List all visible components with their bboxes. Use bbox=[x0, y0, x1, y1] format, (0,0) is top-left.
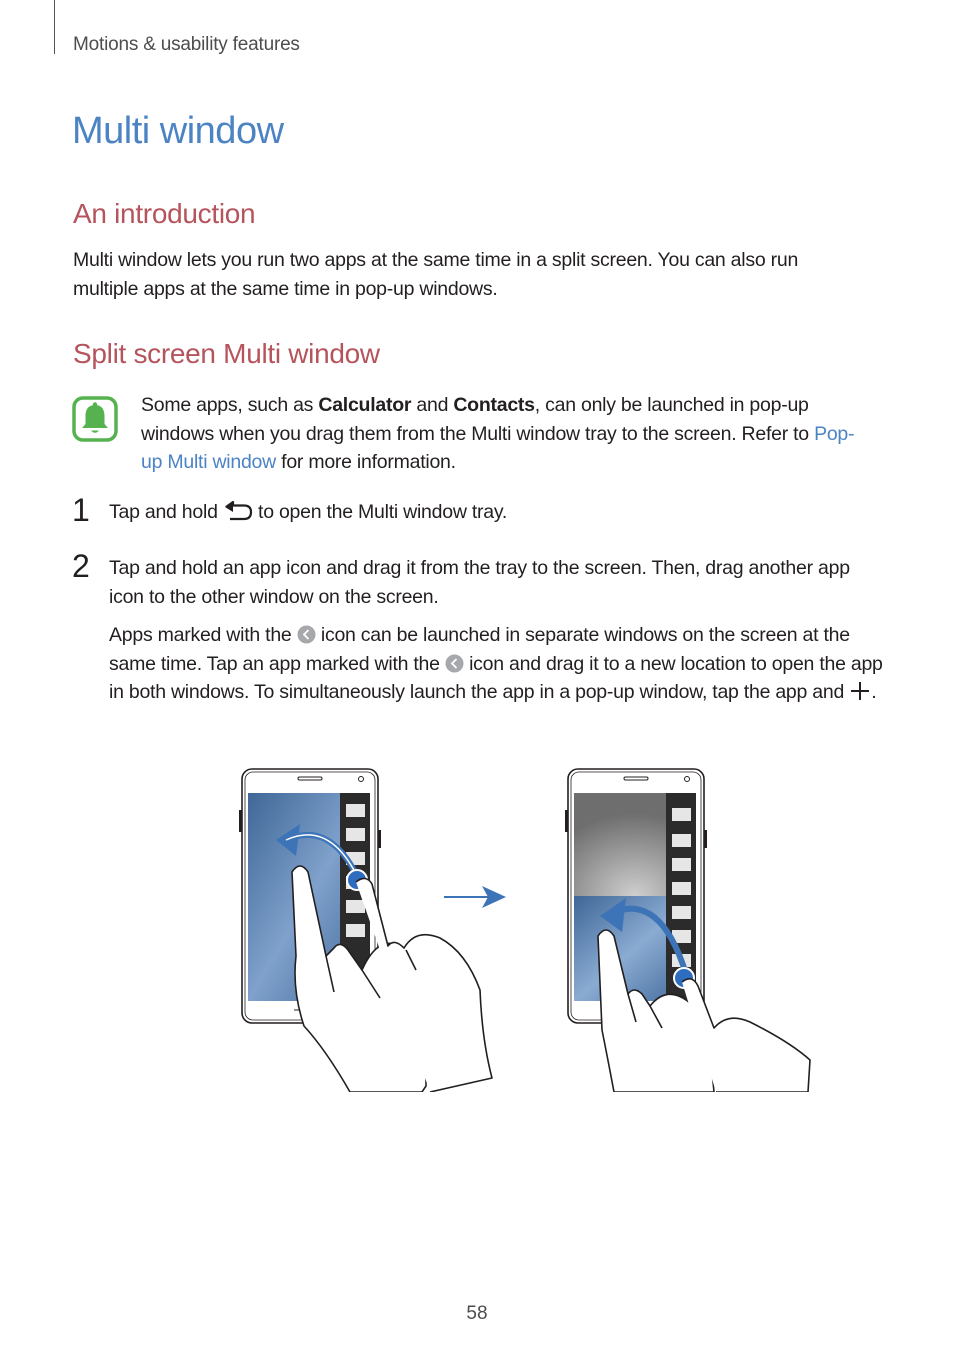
multi-window-badge-icon bbox=[445, 654, 464, 673]
back-arrow-icon bbox=[223, 501, 253, 521]
split-heading: Split screen Multi window bbox=[73, 338, 380, 369]
intro-paragraph: Multi window lets you run two apps at the same time in a split screen. You can also run multiple apps at the same time in pop-up windows. bbox=[73, 249, 799, 300]
split-screen-illustration bbox=[230, 760, 820, 1092]
notice-text: Some apps, such as Calculator and Contacts, can only be launched in pop-up windows when you drag them from the Multi window tray to the screen. Refer to Pop-up Multi window for more information. bbox=[141, 394, 855, 474]
notice-bell-icon bbox=[72, 396, 118, 442]
section-header: Motions & usability features bbox=[73, 34, 300, 55]
step-1-number: 1 bbox=[72, 492, 90, 528]
multi-window-badge-icon bbox=[297, 625, 316, 644]
step-2-text: Tap and hold an app icon and drag it from the tray to the screen. Then, drag another app icon to the other window on the screen. bbox=[109, 557, 850, 608]
calculator-label: Calculator bbox=[318, 394, 412, 416]
step-2-number: 2 bbox=[72, 548, 90, 584]
page-title: Multi window bbox=[72, 110, 284, 152]
contacts-label: Contacts bbox=[453, 394, 535, 416]
plus-icon bbox=[849, 681, 871, 701]
popup-multiwindow-link[interactable]: Pop-up Multi window bbox=[141, 422, 855, 474]
header-rule bbox=[54, 0, 55, 54]
right-arrow bbox=[444, 886, 506, 908]
page-number: 58 bbox=[466, 1303, 488, 1324]
intro-heading: An introduction bbox=[73, 198, 256, 229]
step-1-text: Tap and hold to open the Multi window tray. bbox=[109, 501, 508, 523]
step-2-extra: Apps marked with the icon can be launched in separate windows on the screen at the same time. Tap an app marked with the icon and drag it to a new location to open the app in both windows. To simultaneously launch the app in a pop-up window, tap the app and . bbox=[109, 624, 883, 704]
